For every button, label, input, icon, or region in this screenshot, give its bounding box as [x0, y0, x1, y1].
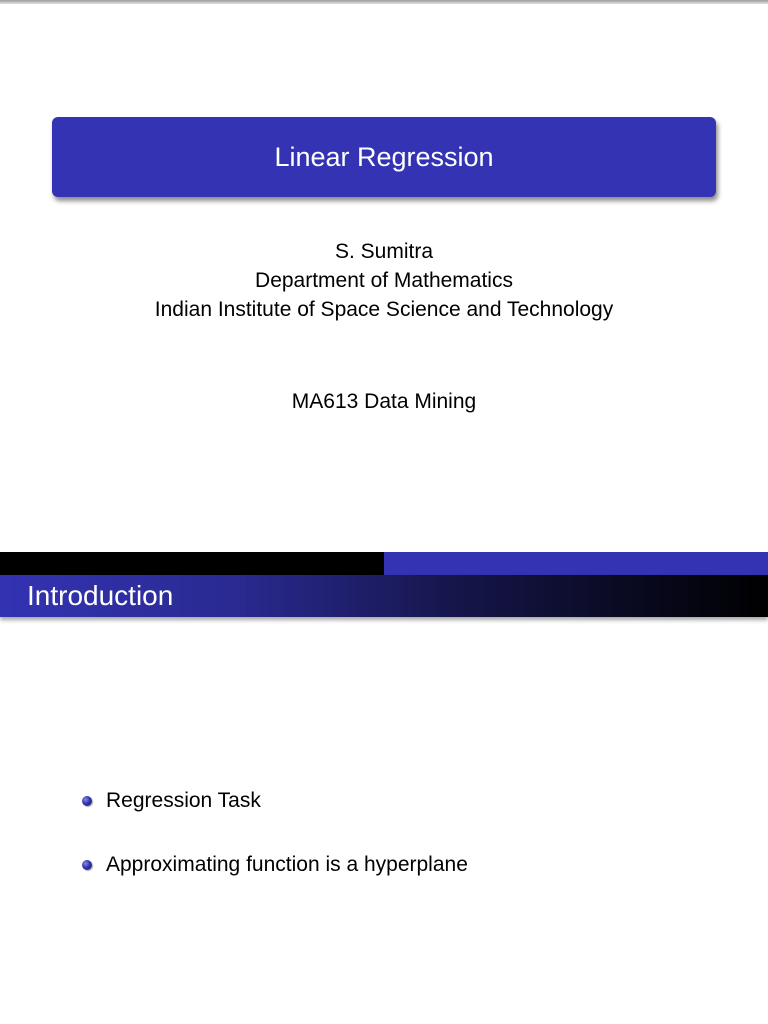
- frame-title-bar: [0, 575, 768, 617]
- bullet-item: [82, 851, 468, 879]
- presentation-title: Linear Regression: [274, 141, 494, 172]
- bullet-text: Regression Task: [106, 789, 261, 812]
- title-slide: [0, 4, 768, 552]
- headline-right-panel: [384, 552, 768, 575]
- headline-left-panel: [0, 552, 384, 575]
- author-name: S. Sumitra: [334, 240, 434, 263]
- title-box: [52, 117, 716, 197]
- ball-bullet-icon: [82, 796, 92, 806]
- bullet-item: [82, 787, 261, 815]
- ball-bullet-icon: [82, 860, 92, 870]
- introduction-slide: [0, 552, 768, 1024]
- course-name: MA613 Data Mining: [291, 390, 477, 413]
- author-block: [0, 237, 768, 324]
- frame-title: Introduction: [27, 580, 174, 611]
- headline-bar: [0, 552, 768, 575]
- author-department: Department of Mathematics: [255, 269, 513, 292]
- author-institute: Indian Institute of Space Science and Technology: [154, 298, 614, 321]
- bullet-text: Approximating function is a hyperplane: [106, 853, 468, 876]
